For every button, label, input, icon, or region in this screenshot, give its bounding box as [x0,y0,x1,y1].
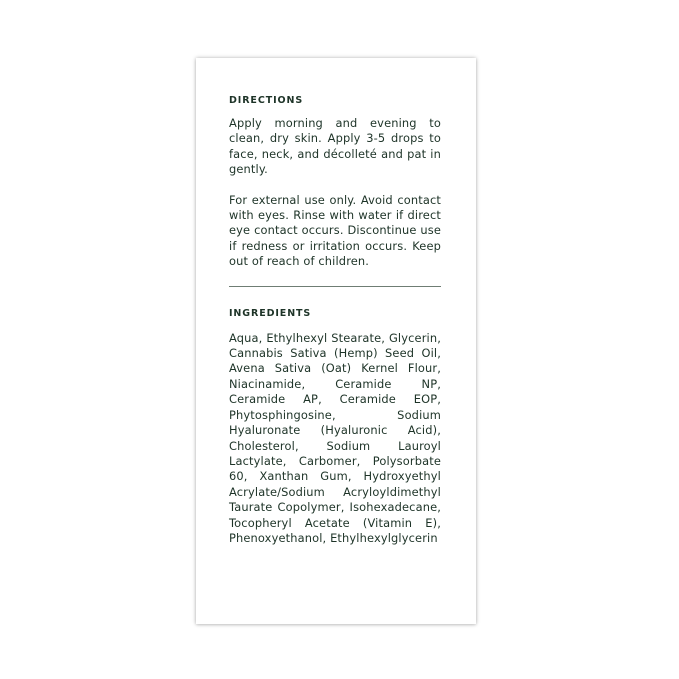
section-divider [229,286,441,287]
ingredients-list: Aqua, Ethylhexyl Stearate, Glycerin, Cannabis Sativa (Hemp) Seed Oil, Avena Sativa (Oat) Kernel Flour, Niacinamide, Ceramide NP, Ceramide AP, Ceramide EOP, Phytosphingosine, Sodium Hyaluronate (Hyaluronic Acid), Cholesterol, Sodium Lauroyl Lactylate, Carbomer, Polysorbate 60, Xanthan Gum, Hydroxyethyl Acrylate/Sodium Acryloyldimethyl Taurate Copolymer, Isohexadecane, Tocopheryl Acetate (Vitamin E), Phenoxyethanol, Ethylhexylglycerin [229,330,441,545]
ingredients-section [229,308,441,547]
label-content [229,95,441,546]
label-card [196,58,476,624]
directions-paragraph-usage: Apply morning and evening to clean, dry skin. Apply 3-5 drops to face, neck, and décolleté and pat in gently. [229,116,441,177]
directions-paragraph-warning: For external use only. Avoid contact with eyes. Rinse with water if direct eye contact occurs. Discontinue use if redness or irritation occurs. Keep out of reach of children. [229,192,441,269]
ingredients-heading: INGREDIENTS [229,307,312,319]
directions-section [229,95,441,270]
directions-heading: DIRECTIONS [229,95,304,106]
